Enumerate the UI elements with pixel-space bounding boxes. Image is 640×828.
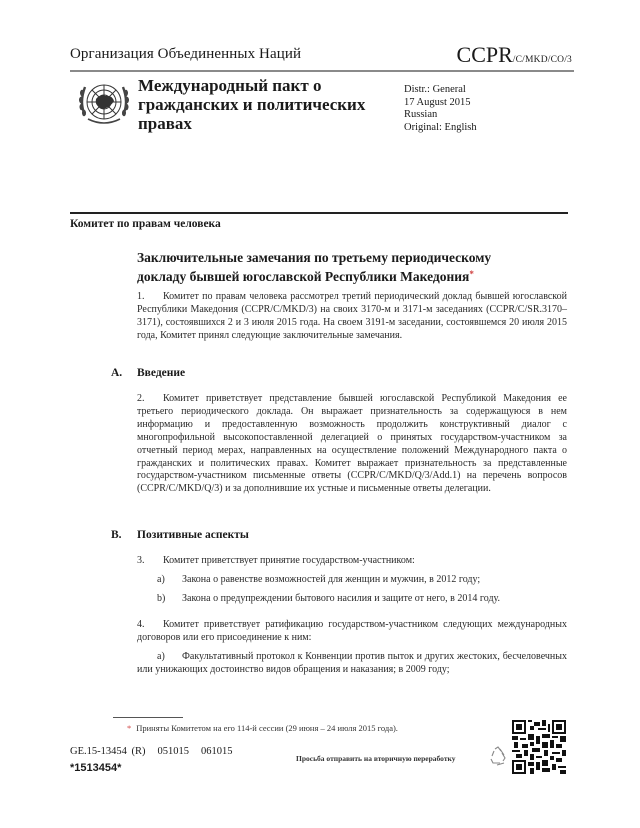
list-item-text: Закона о предупреждении бытового насилия и защите от него, в 2014 году. — [182, 593, 501, 604]
recycle-text: Просьба отправить на вторичную переработку — [296, 754, 456, 763]
language: Russian — [404, 109, 438, 120]
document-symbol — [457, 42, 572, 68]
list-item-label: a) — [157, 651, 165, 662]
barcode-text: *1513454* — [70, 762, 122, 774]
section-heading-b — [111, 529, 249, 541]
footnote-marker[interactable]: * — [469, 269, 474, 279]
un-emblem-icon — [76, 75, 132, 131]
distr-label: Distr.: General — [404, 84, 466, 95]
section-heading-a — [111, 367, 185, 379]
paragraph-text: Комитет приветствует представление бывшей югославской Республикой Македония ее третьего периодического доклада. Он выражает признательность за содержащуюся в нем информацию и предоставленную возможность продолжить конструктивный диалог с многопрофильной высокопоставленной делегацией о принятых государством-участником за отчетный период мерах, направленных на осуществление положений Международного пакта о гражданских и политических правах. Комитет выражает признательность за представленные государством-участником письменные ответы (CCPR/C/MKD/Q/3/Add.1) на перечень вопросов (CCPR/C/MKD/Q/3) и за дополнившие их устные и письменные ответы делегации. — [137, 393, 567, 495]
paragraph-text: Комитет приветствует ратификацию государством-участником следующих международных договоров или его присоединение к ним: — [137, 619, 567, 643]
section-letter: A. — [111, 367, 123, 379]
symbol-sub: /C/MKD/CO/3 — [512, 55, 572, 65]
list-item-label: b) — [157, 593, 166, 604]
paragraph-3 — [137, 555, 567, 568]
date-code-2: 061015 — [201, 746, 233, 757]
section-letter: B. — [111, 529, 122, 541]
covenant-title-line: правах — [138, 114, 192, 133]
paragraph-text: Комитет приветствует принятие государством-участником: — [163, 555, 415, 566]
paragraph-number: 3. — [137, 555, 145, 566]
document-title — [137, 249, 577, 285]
footnote-text: Приняты Комитетом на его 114-й сессии (29 июня – 24 июля 2015 года). — [136, 723, 398, 733]
recycle-icon — [487, 745, 509, 767]
list-item-text: Факультативный протокол к Конвенции против пыток и других жестоких, бесчеловечных или унижающих достоинство видов обращения и наказания; в 2009 году; — [137, 651, 567, 675]
distribution-info — [404, 84, 477, 134]
ge-number: GE.15-13454 (R) — [70, 746, 146, 757]
symbol-main: CCPR — [456, 42, 513, 67]
paragraph-4 — [137, 619, 567, 645]
header-divider — [70, 70, 574, 72]
list-item-text: Закона о равенстве возможностей для женщин и мужчин, в 2012 году; — [182, 574, 481, 585]
original-language: Original: English — [404, 121, 477, 133]
document-number — [70, 746, 245, 757]
paragraph-2 — [137, 393, 567, 496]
paragraph-number: 4. — [137, 619, 145, 630]
paragraph-1 — [137, 291, 567, 343]
paragraph-text: Комитет по правам человека рассмотрел третий периодический доклад бывшей югославской Республики Македония (CCPR/C/MKD/3) на своих 3170-м и 3171-м заседаниях (CCPR/C/SR.3170–3171), состоявшихся 2 и 3 июля 2015 года. На своем 3191-м заседании, состоявшемся 20 июля 2015 года, Комитет принял следующие заключительные замечания. — [137, 291, 567, 341]
list-item — [137, 651, 567, 677]
document-title-line: докладу бывшей югославской Республики Македония — [137, 269, 470, 284]
organization-name: Организация Объединенных Наций — [70, 46, 302, 62]
qr-code-icon[interactable] — [512, 720, 566, 774]
date-code-1: 051015 — [157, 746, 189, 757]
footnote-marker: * — [127, 723, 132, 733]
committee-divider — [70, 212, 568, 214]
list-item — [137, 593, 567, 606]
issue-date: 17 August 2015 — [404, 96, 471, 108]
footnote-divider — [113, 717, 183, 718]
covenant-title — [138, 76, 378, 133]
paragraph-number: 2. — [137, 393, 145, 404]
committee-name: Комитет по правам человека — [70, 218, 221, 230]
list-item-label: a) — [157, 574, 165, 585]
list-item — [137, 574, 567, 587]
paragraph-number: 1. — [137, 291, 145, 302]
covenant-title-line: гражданских и политических — [138, 95, 366, 114]
section-title: Позитивные аспекты — [137, 529, 249, 541]
document-title-line: Заключительные замечания по третьему периодическому — [137, 250, 492, 265]
footnote — [127, 723, 398, 733]
section-title: Введение — [137, 367, 186, 379]
covenant-title-line: Международный пакт о — [138, 76, 322, 95]
